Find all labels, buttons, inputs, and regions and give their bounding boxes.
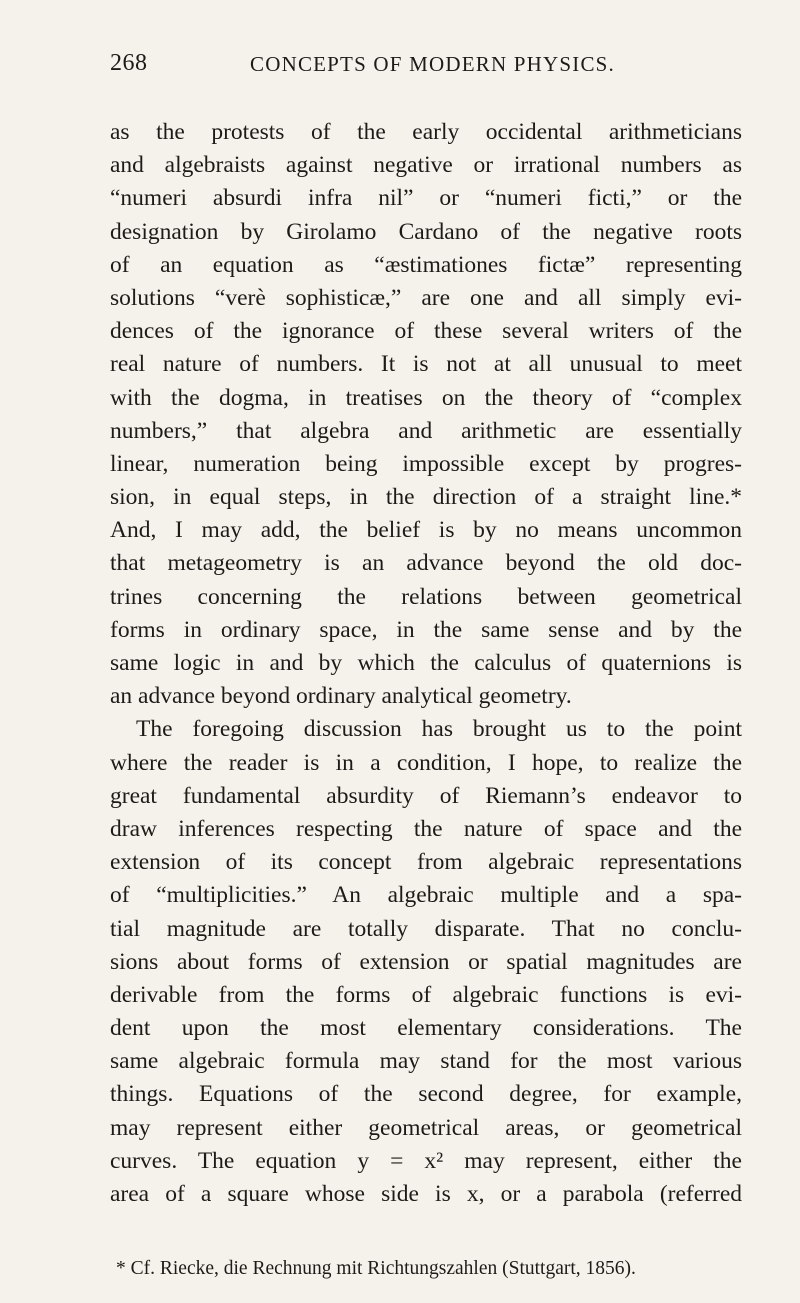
running-head: CONCEPTS OF MODERN PHYSICS. bbox=[250, 52, 615, 76]
text-line: designation by Girolamo Cardano of the negative roots bbox=[110, 218, 742, 245]
paragraph-start-line: The foregoing discussion has brought us to the point bbox=[136, 716, 742, 743]
text-line: real nature of numbers. It is not at all unusual to meet bbox=[110, 351, 742, 378]
text-line: And, I may add, the belief is by no means uncommon bbox=[110, 517, 742, 544]
text-line: linear, numeration being impossible except by progres- bbox=[110, 450, 742, 477]
text-line: area of a square whose side is x, or a parabola (referred bbox=[110, 1181, 742, 1207]
text-line: “numeri absurdi infra nil” or “numeri ficti,” or the bbox=[110, 185, 742, 212]
text-line: things. Equations of the second degree, for example, bbox=[110, 1081, 742, 1108]
text-line: curves. The equation y = x² may represent, either the bbox=[110, 1147, 742, 1174]
footnote: * Cf. Riecke, die Rechnung mit Richtungszahlen (Stuttgart, 1856). bbox=[116, 1258, 636, 1279]
text-line: solutions “verè sophisticæ,” are one and all simply evi- bbox=[110, 284, 742, 311]
text-line: numbers,” that algebra and arithmetic are essentially bbox=[110, 417, 742, 444]
text-line: draw inferences respecting the nature of space and the bbox=[110, 815, 742, 842]
text-line: an advance beyond ordinary analytical geometry. bbox=[110, 683, 572, 710]
text-line: same logic in and by which the calculus of quaternions is bbox=[110, 650, 742, 676]
text-line: of “multiplicities.” An algebraic multiple and a spa- bbox=[110, 882, 742, 909]
text-line: great fundamental absurdity of Riemann’s endeavor to bbox=[110, 782, 742, 809]
text-line: trines concerning the relations between geometrical bbox=[110, 583, 742, 610]
text-line: may represent either geometrical areas, or geometrical bbox=[110, 1114, 742, 1141]
text-line: sions about forms of extension or spatial magnitudes are bbox=[110, 948, 742, 975]
page-number: 268 bbox=[110, 50, 148, 76]
text-line: same algebraic formula may stand for the most various bbox=[110, 1048, 742, 1075]
body-text bbox=[110, 116, 742, 1211]
text-line: dences of the ignorance of these several writers of the bbox=[110, 318, 742, 345]
text-line: with the dogma, in treatises on the theory of “complex bbox=[110, 384, 742, 411]
text-line: derivable from the forms of algebraic functions is evi- bbox=[110, 981, 742, 1008]
text-line: extension of its concept from algebraic representations bbox=[110, 849, 742, 876]
text-line: where the reader is in a condition, I hope, to realize the bbox=[110, 749, 742, 776]
text-line: and algebraists against negative or irrational numbers as bbox=[110, 152, 742, 179]
text-line: sion, in equal steps, in the direction of a straight line.* bbox=[110, 484, 742, 511]
page-header bbox=[110, 50, 740, 80]
text-line: dent upon the most elementary considerations. The bbox=[110, 1015, 742, 1042]
text-line: as the protests of the early occidental arithmeticians bbox=[110, 119, 742, 145]
text-line: tial magnitude are totally disparate. That no conclu- bbox=[110, 915, 742, 942]
text-line: forms in ordinary space, in the same sense and by the bbox=[110, 616, 742, 643]
text-line: of an equation as “æstimationes fictæ” representing bbox=[110, 251, 742, 278]
text-line: that metageometry is an advance beyond the old doc- bbox=[110, 550, 742, 577]
